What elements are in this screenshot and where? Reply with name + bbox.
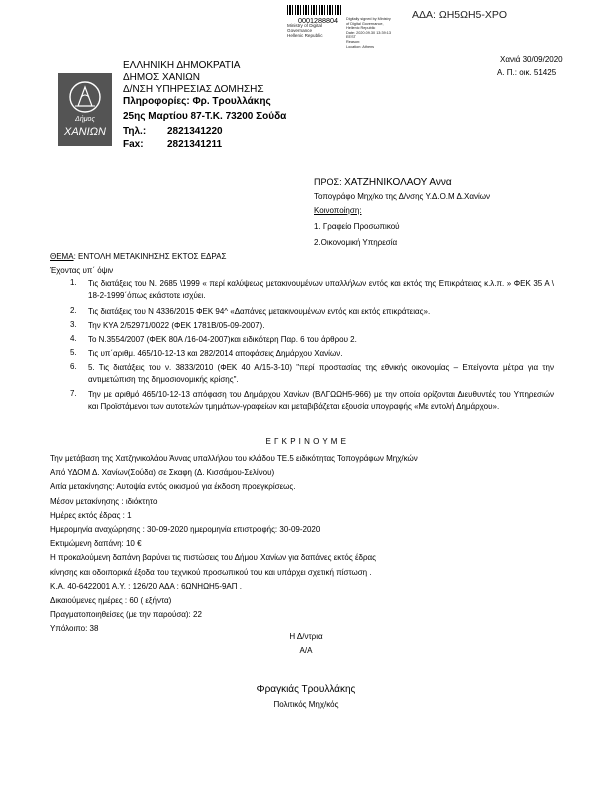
- signature-aa: Α/Α: [299, 646, 313, 655]
- sig-right-line: Reason:: [346, 39, 361, 44]
- having-line: Έχοντας υπ΄ όψιν: [50, 266, 114, 275]
- to-role: Τοπογράφο Μηχ/κο της Δ/νσης Υ.Δ.Ο.Μ Δ.Χανίων: [314, 192, 491, 201]
- subject-line: [50, 252, 226, 261]
- sig-right-line: Date: 2020.09.30 13:39:13: [346, 30, 391, 35]
- item-number: 6.: [70, 362, 77, 371]
- approval-line: κίνησης και οδοιπορικά έξοδα του τεχνικού προσωπικού του και υπάρχει σχετική πίστωση .: [50, 567, 372, 577]
- approval-line: Δικαιούμενες ημέρες : 60 ( εξήντα): [50, 596, 172, 606]
- signature-name: Φραγκιάς Τρουλλάκης: [256, 684, 356, 695]
- approval-line: Μέσον μετακίνησης : ιδιόκτητο: [50, 496, 158, 506]
- sig-right-line: Hellenic Republic: [346, 26, 376, 31]
- approval-line: Ημερομηνία αναχώρησης : 30-09-2020 ημερομηνία επιστροφής: 30-09-2020: [50, 525, 321, 535]
- ada-code: ΑΔΑ: ΩΗ5ΩΗ5-ΧΡΟ: [412, 9, 508, 21]
- signature-role: Η Δ/ντρια: [289, 632, 323, 641]
- approval-line: Η προκαλούμενη δαπάνη βαρύνει τις πιστώσεις του Δήμου Χανίων για δαπάνες εκτός έδρας: [50, 553, 376, 563]
- approval-line: Υπόλοιπο: 38: [50, 624, 99, 634]
- approval-heading: Ε Γ Κ Ρ Ι Ν Ο Υ Μ Ε: [265, 437, 347, 446]
- list-item: [70, 306, 554, 318]
- sig-left-line: Hellenic Republic: [287, 33, 323, 38]
- sig-left-line: Governance: [287, 28, 313, 33]
- approval-line: Ημέρες εκτός έδρας : 1: [50, 510, 132, 520]
- approval-line: Την μετάβαση της Χατζηνικολάου Άννας υπαλλήλου του κλάδου ΤΕ.5 ειδικότητας Τοπογράφων Μηχ/κών: [50, 454, 418, 463]
- item-text: Τις διατάξεις του Ν 4336/2015 ΦΕΚ 94^ «Δαπάνες μετακινουμένων εντός και εκτός επικράτειας».: [88, 307, 431, 316]
- signature-stamp-left: [287, 23, 323, 38]
- signature-stamp-right: [346, 17, 391, 49]
- item-number: 5.: [70, 348, 77, 357]
- approval-line: Από ΥΔΟΜ Δ. Χανίων(Σούδα) σε Σκαφη (Δ. Κισσάμου-Σελίνου): [50, 468, 275, 478]
- item-number: 7.: [70, 389, 77, 398]
- sender-address: 25ης Μαρτίου 87-Τ.Κ. 73200 Σούδα: [123, 111, 287, 122]
- item-text: 5. Τις διατάξεις του ν. 3833/2010 (ΦΕΚ 40 Α/15-3-10) "περί προστασίας της εθνικής οικονομίας – Επείγοντα μέτρα για την αντιμετώπιση της δημοσιονομικής κρίσης".: [88, 363, 554, 384]
- item-text: Την ΚΥΑ 2/52971/0022 (ΦΕΚ 1781Β/05-09-2007).: [88, 321, 265, 330]
- item-text: Το Ν.3554/2007 (ΦΕΚ 80Α /16-04-2007)και ειδικότερη Παρ. 6 του άρθρου 2.: [88, 335, 357, 344]
- approval-block: [50, 452, 570, 637]
- barcode: [287, 5, 341, 15]
- approval-line: Αιτία μετακίνησης: Αυτοψία εντός οικισμού για έκδοση προεγκρίσεως.: [50, 482, 296, 492]
- cc-item: 1. Γραφείο Προσωπικού: [314, 222, 400, 231]
- approval-line: Πραγματοποιηθείσες (με την παρούσα): 22: [50, 610, 202, 620]
- logo-line2: ΧΑΝΙΩΝ: [64, 126, 106, 138]
- item-number: 3.: [70, 320, 77, 329]
- document-number: 0001288804: [298, 16, 338, 25]
- list-item: [70, 320, 554, 332]
- to-name: ΧΑΤΖΗΝΙΚΟΛΑΟΥ Αννα: [344, 177, 452, 188]
- municipality-logo: [58, 73, 112, 146]
- item-number: 1.: [70, 278, 77, 287]
- list-item: [70, 278, 554, 302]
- sender-line: ΔΗΜΟΣ ΧΑΝΙΩΝ: [123, 72, 201, 83]
- sig-right-line: Location: Athens: [346, 44, 375, 49]
- item-number: 2.: [70, 306, 77, 315]
- sender-line: ΕΛΛΗΝΙΚΗ ΔΗΜΟΚΡΑΤΙΑ: [123, 60, 241, 71]
- list-item: [70, 362, 554, 386]
- list-item: [70, 334, 554, 346]
- subject-text: : ΕΝΤΟΛΗ ΜΕΤΑΚΙΝΗΣΗΣ ΕΚΤΟΣ ΕΔΡΑΣ: [73, 252, 227, 261]
- list-item: [70, 389, 554, 413]
- item-number: 4.: [70, 334, 77, 343]
- tel-label: Τηλ.:: [123, 126, 147, 137]
- sig-right-line: of Digital Governance,: [346, 21, 384, 26]
- subject-label: ΘΕΜΑ: [50, 252, 74, 261]
- document-date: Χανιά 30/09/2020: [500, 55, 563, 64]
- item-text: Τις διατάξεις του Ν. 2685 \1999 « περί καλύψεως μετακινουμένων υπαλλήλων εντός και εκτός της Επικράτειας κ.λ.π. » ΦΕΚ 35 Α \ 18-2-1999΄όπως εκάστοτε ισχύει.: [88, 279, 554, 300]
- approval-line: Κ.Α. 40-6422001 Α.Υ. : 126/20 ΑΔΑ : 6ΩΝΗΩΗ5-9ΑΠ .: [50, 581, 242, 591]
- signature-title: Πολιτικός Μηχ/κός: [273, 700, 339, 709]
- cc-item: 2.Οικονομική Υπηρεσία: [314, 238, 398, 247]
- sig-left-line: Ministry of Digital: [287, 23, 322, 28]
- approval-line: Εκτιμώμενη δαπάνη: 10 €: [50, 539, 142, 549]
- cc-label: Κοινοποίηση:: [314, 206, 362, 215]
- item-text: Την με αριθμό 465/10-12-13 απόφαση του Δημάρχου Χανίων (ΒΛΓΩΩΗ5-966) με την οποία ορίζονται Διευθυντές του Υπηρεσιών και Προϊστάμενοι των αυτοτελών τμημάτων-γραφείων και μεταβιβάζεται εξουσία υπογραφής «Με εντολή Δημάρχου».: [88, 390, 554, 411]
- protocol-number: Α. Π.: οικ. 51425: [497, 68, 557, 77]
- sig-right-line: EEST: [346, 35, 356, 40]
- fax-label: Fax:: [123, 139, 144, 150]
- tel-value: 2821341220: [167, 126, 223, 137]
- fax-value: 2821341211: [167, 139, 223, 150]
- sender-line: Δ/ΝΣΗ ΥΠΗΡΕΣΙΑΣ ΔΟΜΗΣΗΣ: [123, 84, 264, 95]
- to-label: ΠΡΟΣ:: [314, 177, 342, 187]
- item-text: Τις υπ΄αριθμ. 465/10-12-13 και 282/2014 αποφάσεις Δημάρχου Χανίων.: [88, 349, 343, 358]
- sender-block: [123, 60, 286, 152]
- sender-tel: [123, 126, 286, 139]
- logo-line1: Δήμος: [75, 116, 95, 123]
- sig-right-line: Digitally signed by Ministry: [346, 17, 391, 21]
- to-line: [314, 177, 452, 188]
- list-item: [70, 348, 554, 360]
- sender-fax: [123, 139, 286, 152]
- sender-info: Πληροφορίες: Φρ. Τρουλλάκης: [123, 96, 271, 107]
